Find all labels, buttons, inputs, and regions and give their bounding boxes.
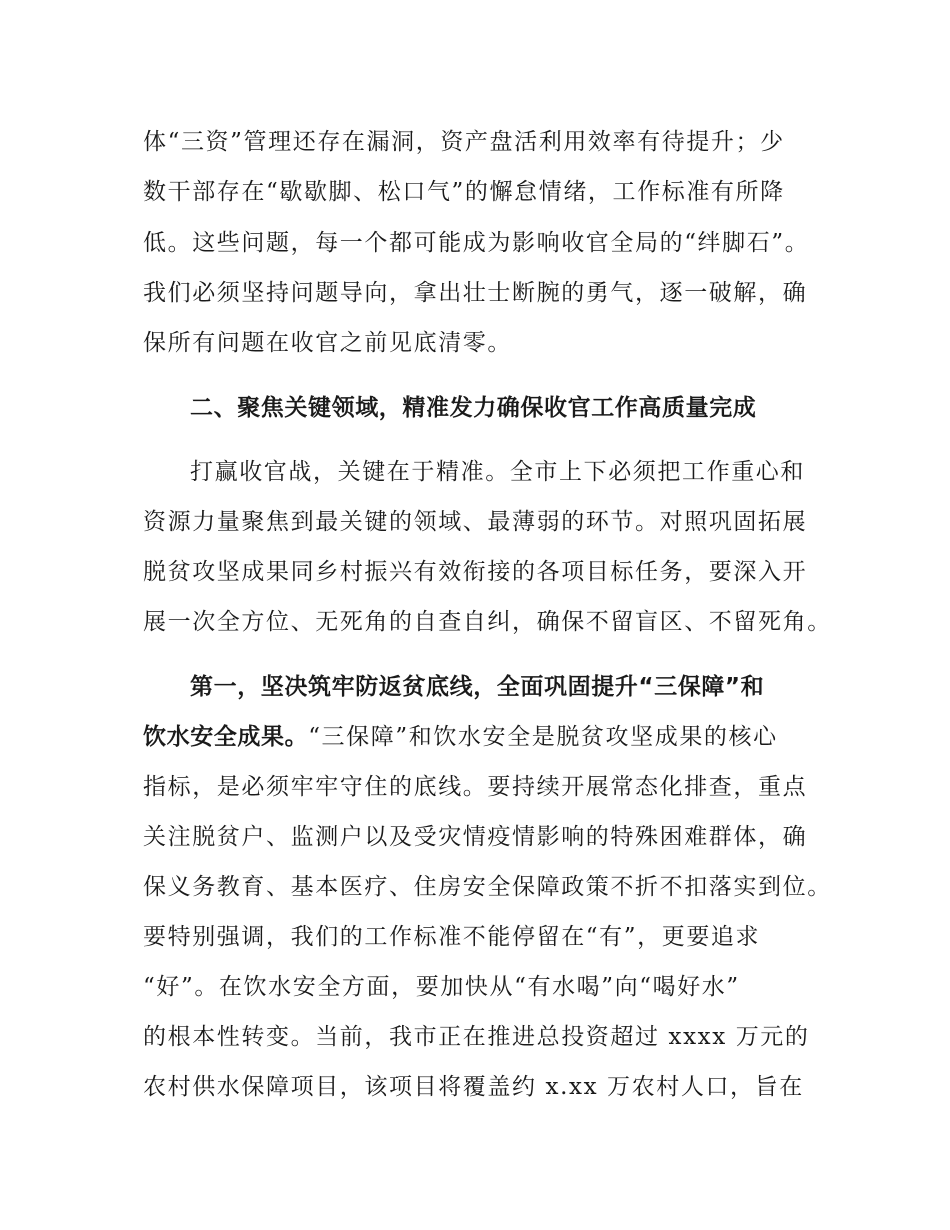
paragraph-line: 保义务教育、基本医疗、住房安全保障政策不折不扣落实到位。 — [143, 874, 832, 900]
paragraph-line-mixed — [143, 722, 823, 752]
section-heading: 二、聚焦关键领域，精准发力确保收官工作高质量完成 — [190, 395, 757, 421]
paragraph-line: 指标，是必须牢牢守住的底线。要持续开展常态化排查，重点 — [143, 774, 808, 800]
paragraph-line: 的根本性转变。当前，我市正在推进总投资超过 xxxx 万元的 — [143, 1024, 810, 1050]
paragraph-line: 展一次全方位、无死角的自查自纠，确保不留盲区、不留死角。 — [143, 609, 832, 635]
paragraph-line: “好”。在饮水安全方面，要加快从“有水喝”向“喝好水” — [143, 974, 740, 1000]
subheading-tail: 饮水安全成果。 — [143, 724, 309, 750]
paragraph-line: 要特别强调，我们的工作标准不能停留在“有”，更要追求 — [143, 924, 761, 950]
paragraph-text: “三保障”和饮水安全是脱贫攻坚成果的核心 — [308, 724, 778, 750]
paragraph-line: 农村供水保障项目，该项目将覆盖约 x.xx 万农村人口，旨在 — [143, 1074, 804, 1100]
paragraph-line: 打赢收官战，关键在于精准。全市上下必须把工作重心和 — [190, 459, 805, 485]
paragraph-line: 脱贫攻坚成果同乡村振兴有效衔接的各项目标任务，要深入开 — [143, 559, 808, 585]
paragraph-line: 体“三资”管理还存在漏洞，资产盘活利用效率有待提升；少 — [143, 129, 785, 155]
paragraph-line: 低。这些问题，每一个都可能成为影响收官全局的“绊脚石”。 — [143, 230, 810, 256]
paragraph-line: 我们必须坚持问题导向，拿出壮士断腕的勇气，逐一破解，确 — [143, 280, 808, 306]
paragraph-line: 保所有问题在收官之前见底清零。 — [143, 330, 512, 356]
paragraph-line: 数干部存在“歇歇脚、松口气”的懈怠情绪，工作标准有所降 — [143, 179, 785, 205]
paragraph-line: 资源力量聚焦到最关键的领域、最薄弱的环节。对照巩固拓展 — [143, 509, 808, 535]
paragraph-line: 关注脱贫户、监测户以及受灾情疫情影响的特殊困难群体，确 — [143, 824, 808, 850]
subheading-line: 第一，坚决筑牢防返贫底线，全面巩固提升“三保障”和 — [190, 674, 765, 700]
